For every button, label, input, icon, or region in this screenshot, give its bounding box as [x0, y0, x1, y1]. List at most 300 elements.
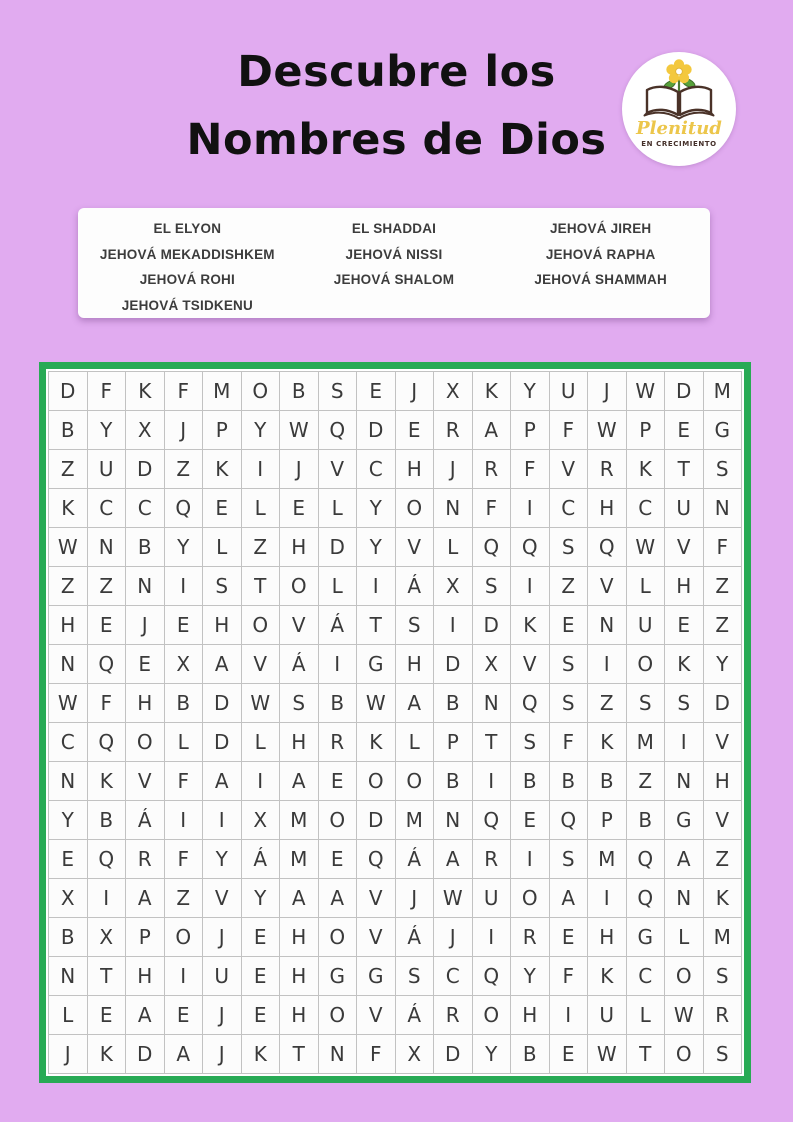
grid-cell-letter: I [665, 723, 703, 761]
grid-cell-letter: E [165, 606, 203, 644]
grid-cell-letter: B [280, 372, 318, 410]
grid-cell-letter: L [434, 528, 472, 566]
grid-cell-letter: D [434, 1035, 472, 1073]
grid-cell-letter: J [126, 606, 164, 644]
grid-cell-letter: X [165, 645, 203, 683]
grid-cell-letter: E [88, 996, 126, 1034]
grid-cell-letter: O [473, 996, 511, 1034]
grid-cell-letter: Z [49, 567, 87, 605]
grid-cell-letter: C [627, 489, 665, 527]
grid-cell-letter: B [319, 684, 357, 722]
grid-cell-letter: O [242, 372, 280, 410]
grid-cell-letter: I [165, 801, 203, 839]
grid-cell-letter: O [319, 918, 357, 956]
grid-cell-letter: H [126, 957, 164, 995]
grid-cell-letter: A [473, 411, 511, 449]
letter-grid [48, 371, 742, 1074]
grid-cell-letter: I [473, 918, 511, 956]
grid-cell-letter: B [49, 918, 87, 956]
grid-cell-letter: O [396, 489, 434, 527]
grid-cell-letter: R [704, 996, 742, 1034]
grid-cell-letter: H [203, 606, 241, 644]
grid-cell-letter: P [627, 411, 665, 449]
grid-cell-letter: Z [165, 450, 203, 488]
grid-cell-letter: Y [704, 645, 742, 683]
grid-cell-letter: F [88, 684, 126, 722]
grid-cell-letter: C [126, 489, 164, 527]
grid-cell-letter: A [550, 879, 588, 917]
grid-cell-letter: X [88, 918, 126, 956]
grid-cell-letter: E [357, 372, 395, 410]
grid-cell-letter: I [203, 801, 241, 839]
grid-cell-letter: F [165, 372, 203, 410]
grid-cell-letter: U [88, 450, 126, 488]
grid-cell-letter: S [319, 372, 357, 410]
grid-cell-letter: V [126, 762, 164, 800]
grid-cell-letter: W [434, 879, 472, 917]
grid-cell-letter: O [357, 762, 395, 800]
grid-cell-letter: G [319, 957, 357, 995]
grid-cell-letter: Á [319, 606, 357, 644]
grid-cell-letter: Q [588, 528, 626, 566]
grid-cell-letter: G [357, 645, 395, 683]
grid-cell-letter: B [126, 528, 164, 566]
grid-cell-letter: Á [396, 996, 434, 1034]
grid-cell-letter: M [627, 723, 665, 761]
grid-cell-letter: K [203, 450, 241, 488]
grid-cell-letter: W [280, 411, 318, 449]
grid-cell-letter: T [242, 567, 280, 605]
grid-cell-letter: H [511, 996, 549, 1034]
grid-cell-letter: E [242, 918, 280, 956]
grid-cell-letter: X [434, 567, 472, 605]
grid-cell-letter: Z [627, 762, 665, 800]
word-list-item: JEHOVÁ MEKADDISHKEM [99, 246, 275, 262]
grid-cell-letter: C [550, 489, 588, 527]
grid-cell-letter: L [165, 723, 203, 761]
grid-cell-letter: L [627, 567, 665, 605]
grid-cell-letter: E [319, 762, 357, 800]
grid-cell-letter: Z [704, 606, 742, 644]
grid-cell-letter: T [88, 957, 126, 995]
grid-cell-letter: M [396, 801, 434, 839]
grid-cell-letter: P [511, 411, 549, 449]
grid-cell-letter: I [242, 762, 280, 800]
grid-cell-letter: K [49, 489, 87, 527]
grid-cell-letter: U [550, 372, 588, 410]
grid-cell-letter: V [319, 450, 357, 488]
grid-cell-letter: W [588, 1035, 626, 1073]
grid-cell-letter: Y [88, 411, 126, 449]
grid-cell-letter: D [473, 606, 511, 644]
grid-cell-letter: E [319, 840, 357, 878]
grid-cell-letter: Q [88, 840, 126, 878]
grid-cell-letter: J [203, 996, 241, 1034]
grid-cell-letter: E [665, 606, 703, 644]
grid-cell-letter: A [126, 996, 164, 1034]
grid-cell-letter: Á [242, 840, 280, 878]
grid-cell-letter: A [665, 840, 703, 878]
grid-cell-letter: Q [88, 723, 126, 761]
grid-cell-letter: Q [319, 411, 357, 449]
grid-cell-letter: K [88, 762, 126, 800]
grid-cell-letter: V [550, 450, 588, 488]
grid-cell-letter: Y [242, 879, 280, 917]
word-list-item: JEHOVÁ JIREH [549, 221, 652, 236]
grid-cell-letter: Q [511, 684, 549, 722]
word-list-item: JEHOVÁ RAPHA [545, 246, 656, 262]
grid-cell-letter: I [511, 489, 549, 527]
grid-cell-letter: E [511, 801, 549, 839]
grid-cell-letter: S [473, 567, 511, 605]
grid-cell-letter: S [627, 684, 665, 722]
grid-cell-letter: Á [396, 840, 434, 878]
grid-cell-letter: R [434, 411, 472, 449]
grid-cell-letter: B [588, 762, 626, 800]
grid-cell-letter: V [242, 645, 280, 683]
grid-cell-letter: Y [511, 957, 549, 995]
grid-cell-letter: J [396, 879, 434, 917]
grid-cell-letter: Á [396, 918, 434, 956]
grid-cell-letter: V [357, 918, 395, 956]
title-line-1: Descubre los [237, 47, 556, 97]
grid-cell-letter: J [203, 1035, 241, 1073]
grid-cell-letter: S [704, 1035, 742, 1073]
grid-cell-letter: Z [49, 450, 87, 488]
grid-cell-letter: R [511, 918, 549, 956]
grid-cell-letter: Q [473, 528, 511, 566]
grid-cell-letter: P [434, 723, 472, 761]
grid-cell-letter: A [434, 840, 472, 878]
grid-cell-letter: T [280, 1035, 318, 1073]
grid-cell-letter: B [88, 801, 126, 839]
grid-cell-letter: Y [165, 528, 203, 566]
grid-cell-letter: J [434, 450, 472, 488]
grid-cell-letter: N [49, 645, 87, 683]
grid-cell-letter: Y [473, 1035, 511, 1073]
grid-cell-letter: H [49, 606, 87, 644]
grid-cell-letter: Y [357, 489, 395, 527]
grid-cell-letter: S [203, 567, 241, 605]
grid-cell-letter: F [550, 957, 588, 995]
grid-cell-letter: C [627, 957, 665, 995]
grid-cell-letter: O [665, 957, 703, 995]
grid-cell-letter: E [242, 996, 280, 1034]
grid-cell-letter: Q [357, 840, 395, 878]
grid-cell-letter: Y [357, 528, 395, 566]
logo-brand-text: Plenitud [636, 118, 722, 139]
grid-cell-letter: F [165, 840, 203, 878]
grid-cell-letter: L [242, 723, 280, 761]
grid-cell-letter: A [280, 762, 318, 800]
grid-cell-letter: E [550, 606, 588, 644]
grid-cell-letter: O [165, 918, 203, 956]
word-list-item: EL ELYON [153, 221, 222, 236]
grid-cell-letter: W [665, 996, 703, 1034]
grid-cell-letter: J [396, 372, 434, 410]
grid-cell-letter: Á [396, 567, 434, 605]
grid-cell-letter: U [203, 957, 241, 995]
grid-cell-letter: F [473, 489, 511, 527]
word-list-column [84, 216, 291, 318]
grid-cell-letter: K [704, 879, 742, 917]
grid-cell-letter: M [203, 372, 241, 410]
grid-cell-letter: H [588, 489, 626, 527]
grid-cell-letter: O [665, 1035, 703, 1073]
grid-cell-letter: F [357, 1035, 395, 1073]
grid-cell-letter: Y [242, 411, 280, 449]
grid-cell-letter: M [704, 372, 742, 410]
grid-cell-letter: N [319, 1035, 357, 1073]
grid-cell-letter: O [396, 762, 434, 800]
grid-cell-letter: L [319, 567, 357, 605]
grid-cell-letter: Y [203, 840, 241, 878]
grid-cell-letter: N [434, 489, 472, 527]
grid-cell-letter: N [665, 762, 703, 800]
grid-cell-letter: G [665, 801, 703, 839]
grid-cell-letter: H [588, 918, 626, 956]
grid-cell-letter: M [588, 840, 626, 878]
grid-cell-letter: V [665, 528, 703, 566]
word-list-column [497, 216, 704, 318]
grid-cell-letter: I [319, 645, 357, 683]
grid-cell-letter: A [165, 1035, 203, 1073]
grid-cell-letter: L [665, 918, 703, 956]
grid-cell-letter: B [511, 1035, 549, 1073]
grid-cell-letter: D [126, 1035, 164, 1073]
grid-cell-letter: E [49, 840, 87, 878]
grid-cell-letter: K [88, 1035, 126, 1073]
grid-cell-letter: A [203, 762, 241, 800]
grid-cell-letter: F [511, 450, 549, 488]
grid-cell-letter: S [704, 450, 742, 488]
grid-cell-letter: C [88, 489, 126, 527]
grid-cell-letter: N [49, 762, 87, 800]
grid-cell-letter: V [357, 996, 395, 1034]
title-line-2: Nombres de Dios [186, 115, 607, 165]
grid-cell-letter: J [434, 918, 472, 956]
grid-cell-letter: K [588, 957, 626, 995]
grid-cell-letter: U [665, 489, 703, 527]
grid-cell-letter: J [588, 372, 626, 410]
grid-cell-letter: O [126, 723, 164, 761]
grid-cell-letter: Á [126, 801, 164, 839]
grid-cell-letter: L [203, 528, 241, 566]
grid-cell-letter: D [704, 684, 742, 722]
grid-cell-letter: N [434, 801, 472, 839]
grid-cell-letter: E [280, 489, 318, 527]
grid-cell-letter: L [396, 723, 434, 761]
word-list-item: JEHOVÁ SHAMMAH [534, 272, 667, 287]
grid-cell-letter: I [434, 606, 472, 644]
word-list-item: JEHOVÁ NISSI [345, 246, 443, 262]
grid-cell-letter: H [704, 762, 742, 800]
grid-cell-letter: C [434, 957, 472, 995]
grid-cell-letter: X [126, 411, 164, 449]
grid-cell-letter: O [280, 567, 318, 605]
grid-cell-letter: G [357, 957, 395, 995]
grid-cell-letter: K [126, 372, 164, 410]
grid-cell-letter: S [550, 528, 588, 566]
grid-cell-letter: Z [88, 567, 126, 605]
grid-cell-letter: S [704, 957, 742, 995]
grid-cell-letter: I [588, 645, 626, 683]
puzzle-frame [39, 362, 751, 1083]
grid-cell-letter: U [588, 996, 626, 1034]
word-list-item: JEHOVÁ ROHI [139, 272, 235, 287]
grid-cell-letter: H [280, 918, 318, 956]
grid-cell-letter: D [203, 684, 241, 722]
grid-cell-letter: S [396, 957, 434, 995]
grid-cell-letter: O [242, 606, 280, 644]
grid-cell-letter: V [704, 723, 742, 761]
grid-cell-letter: W [49, 528, 87, 566]
grid-cell-letter: I [511, 840, 549, 878]
grid-cell-letter: S [396, 606, 434, 644]
grid-cell-letter: S [550, 684, 588, 722]
grid-cell-letter: A [319, 879, 357, 917]
grid-cell-letter: B [165, 684, 203, 722]
grid-cell-letter: H [665, 567, 703, 605]
grid-cell-letter: J [49, 1035, 87, 1073]
grid-cell-letter: A [280, 879, 318, 917]
grid-cell-letter: W [627, 528, 665, 566]
grid-cell-letter: Q [627, 879, 665, 917]
grid-cell-letter: C [49, 723, 87, 761]
grid-cell-letter: I [242, 450, 280, 488]
word-list-item: JEHOVÁ TSIDKENU [121, 297, 253, 313]
grid-cell-letter: K [511, 606, 549, 644]
grid-cell-letter: R [319, 723, 357, 761]
grid-cell-letter: E [88, 606, 126, 644]
grid-cell-letter: M [280, 801, 318, 839]
logo-tagline: EN CRECIMIENTO [641, 140, 717, 148]
grid-cell-letter: E [203, 489, 241, 527]
grid-cell-letter: T [473, 723, 511, 761]
logo-badge [622, 52, 736, 166]
grid-cell-letter: E [665, 411, 703, 449]
grid-cell-letter: Y [511, 372, 549, 410]
grid-cell-letter: O [319, 996, 357, 1034]
grid-cell-letter: Z [704, 567, 742, 605]
grid-cell-letter: E [242, 957, 280, 995]
grid-cell-letter: J [165, 411, 203, 449]
grid-cell-letter: U [627, 606, 665, 644]
grid-cell-letter: V [396, 528, 434, 566]
grid-cell-letter: E [126, 645, 164, 683]
grid-cell-letter: I [165, 567, 203, 605]
grid-cell-letter: X [242, 801, 280, 839]
grid-cell-letter: W [242, 684, 280, 722]
grid-cell-letter: S [511, 723, 549, 761]
grid-cell-letter: B [627, 801, 665, 839]
grid-cell-letter: W [357, 684, 395, 722]
grid-cell-letter: M [280, 840, 318, 878]
grid-cell-letter: I [550, 996, 588, 1034]
grid-cell-letter: F [550, 411, 588, 449]
grid-cell-letter: I [88, 879, 126, 917]
grid-cell-letter: V [357, 879, 395, 917]
grid-cell-letter: D [49, 372, 87, 410]
grid-cell-letter: Z [704, 840, 742, 878]
grid-cell-letter: H [280, 996, 318, 1034]
grid-cell-letter: N [704, 489, 742, 527]
grid-cell-letter: J [280, 450, 318, 488]
logo-art [622, 52, 736, 166]
grid-cell-letter: B [434, 684, 472, 722]
grid-cell-letter: N [49, 957, 87, 995]
grid-cell-letter: B [49, 411, 87, 449]
grid-cell-letter: D [203, 723, 241, 761]
grid-cell-letter: E [396, 411, 434, 449]
grid-cell-letter: V [203, 879, 241, 917]
grid-cell-letter: E [165, 996, 203, 1034]
grid-cell-letter: Q [550, 801, 588, 839]
word-list-item: EL SHADDAI [351, 221, 437, 236]
grid-cell-letter: S [550, 645, 588, 683]
grid-cell-letter: D [357, 801, 395, 839]
grid-cell-letter: Q [88, 645, 126, 683]
grid-cell-letter: F [165, 762, 203, 800]
grid-cell-letter: G [704, 411, 742, 449]
grid-cell-letter: K [627, 450, 665, 488]
grid-cell-letter: I [588, 879, 626, 917]
grid-cell-letter: K [588, 723, 626, 761]
grid-cell-letter: Q [511, 528, 549, 566]
grid-cell-letter: V [511, 645, 549, 683]
grid-cell-letter: K [357, 723, 395, 761]
grid-cell-letter: K [473, 372, 511, 410]
grid-cell-letter: K [665, 645, 703, 683]
grid-cell-letter: R [126, 840, 164, 878]
grid-cell-letter: H [280, 723, 318, 761]
grid-cell-letter: Z [550, 567, 588, 605]
grid-cell-letter: Q [627, 840, 665, 878]
grid-cell-letter: Á [280, 645, 318, 683]
grid-cell-letter: D [126, 450, 164, 488]
grid-cell-letter: A [126, 879, 164, 917]
grid-cell-letter: L [319, 489, 357, 527]
grid-cell-letter: Q [165, 489, 203, 527]
grid-cell-letter: R [434, 996, 472, 1034]
grid-cell-letter: O [627, 645, 665, 683]
word-list-item: JEHOVÁ SHALOM [333, 272, 455, 287]
grid-cell-letter: N [588, 606, 626, 644]
grid-cell-letter: B [550, 762, 588, 800]
grid-cell-letter: H [396, 450, 434, 488]
grid-cell-letter: I [357, 567, 395, 605]
grid-cell-letter: N [88, 528, 126, 566]
grid-cell-letter: I [511, 567, 549, 605]
grid-cell-letter: V [588, 567, 626, 605]
grid-cell-letter: W [588, 411, 626, 449]
grid-cell-letter: F [88, 372, 126, 410]
grid-cell-letter: A [203, 645, 241, 683]
grid-cell-letter: X [49, 879, 87, 917]
grid-cell-letter: P [588, 801, 626, 839]
grid-cell-letter: I [473, 762, 511, 800]
open-book-icon [645, 87, 714, 119]
grid-cell-letter: E [550, 1035, 588, 1073]
grid-cell-letter: P [203, 411, 241, 449]
grid-cell-letter: O [319, 801, 357, 839]
grid-cell-letter: S [550, 840, 588, 878]
word-list-column [291, 216, 498, 318]
grid-cell-letter: L [242, 489, 280, 527]
grid-cell-letter: Q [473, 801, 511, 839]
grid-cell-letter: X [396, 1035, 434, 1073]
grid-cell-letter: D [665, 372, 703, 410]
